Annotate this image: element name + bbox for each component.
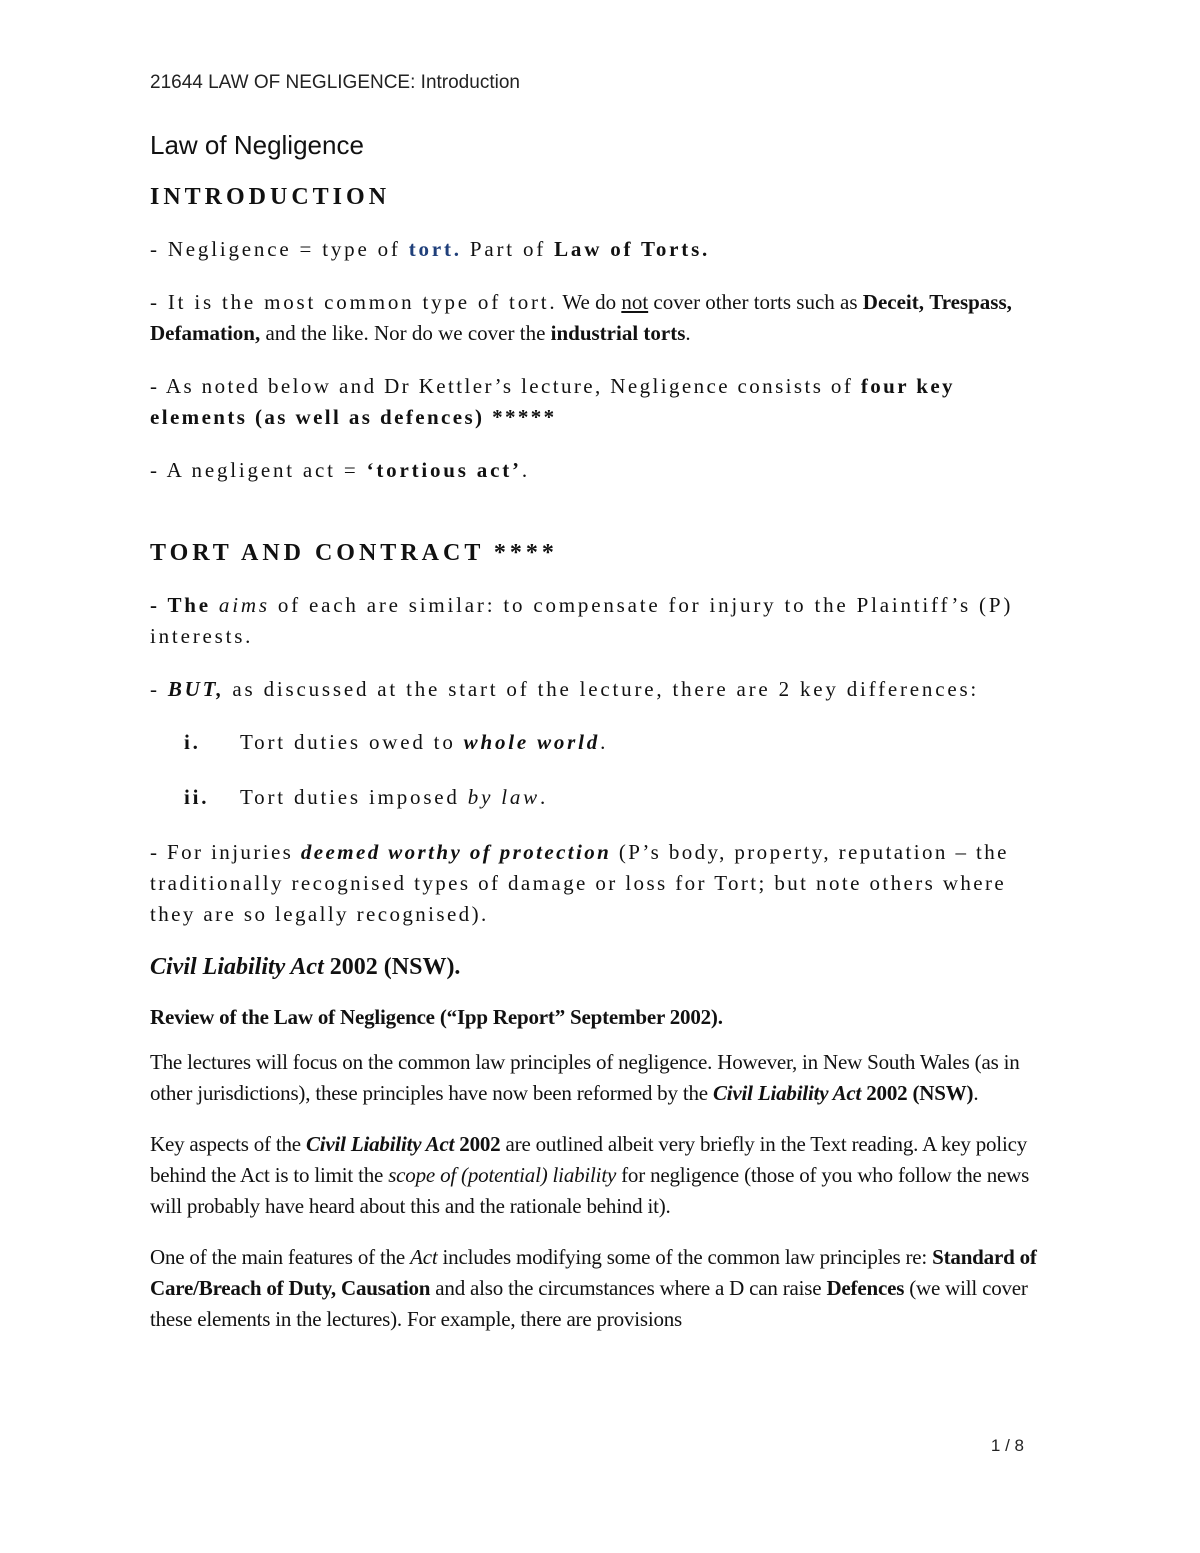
civil-liability-act-heading: Civil Liability Act 2002 (NSW).	[150, 954, 461, 980]
document-body	[150, 130, 1055, 1355]
tort-contract-heading: TORT AND CONTRACT ****	[150, 540, 558, 566]
list-item: ii. Tort duties imposed by law.	[184, 785, 549, 809]
law-of-torts-term: Law of Torts.	[554, 237, 711, 261]
intro-paragraph-2: - It is the most common type of tort. We do not cover other torts such as Deceit, Trespass, Defamation, and the like. Nor do we cover the industrial torts.	[150, 290, 1012, 345]
document-title: Law of Negligence	[150, 130, 364, 160]
tort-contract-paragraph-3: - For injuries deemed worthy of protection (P’s body, property, reputation – the traditionally recognised types of damage or loss for Tort; but note others where they are so legally recognised).	[150, 840, 1009, 926]
tort-contract-paragraph-2: - BUT, as discussed at the start of the lecture, there are 2 key differences:	[150, 677, 980, 701]
differences-list	[150, 727, 1055, 813]
intro-paragraph-3: - As noted below and Dr Kettler’s lecture, Negligence consists of four key elements (as well as defences) *****	[150, 374, 955, 429]
intro-paragraph-1: - Negligence = type of tort. Part of Law of Torts.	[150, 237, 711, 261]
ipp-report-subheading: Review of the Law of Negligence (“Ipp Report” September 2002).	[150, 1005, 723, 1029]
not-emphasis: not	[621, 290, 649, 314]
introduction-heading: INTRODUCTION	[150, 184, 391, 210]
intro-paragraph-4: - A negligent act = ‘tortious act’.	[150, 458, 530, 482]
list-item: i. Tort duties owed to whole world.	[184, 730, 609, 754]
cla-paragraph-1: The lectures will focus on the common law principles of negligence. However, in New South Wales (as in other jurisdictions), these principles have now been reformed by the Civil Liability Act 2002 (NSW).	[150, 1050, 1020, 1105]
tort-term: tort.	[408, 237, 462, 261]
page-header: 21644 LAW OF NEGLIGENCE: Introduction	[150, 72, 520, 93]
page-number: 1 / 8	[990, 1436, 1024, 1455]
tort-contract-paragraph-1: - The aims of each are similar: to compensate for injury to the Plaintiff’s (P) interests.	[150, 593, 1014, 648]
cla-paragraph-2: Key aspects of the Civil Liability Act 2002 are outlined albeit very briefly in the Text reading. A key policy behind the Act is to limit the scope of (potential) liability for negligence (those of you who follow the news will probably have heard about this and the rationale behind it).	[150, 1132, 1030, 1218]
cla-paragraph-3: One of the main features of the Act includes modifying some of the common law principles re: Standard of Care/Breach of Duty, Causation and also the circumstances where a D can raise Defences (we will cover these elements in the lectures). For example, there are provisions	[150, 1245, 1037, 1331]
